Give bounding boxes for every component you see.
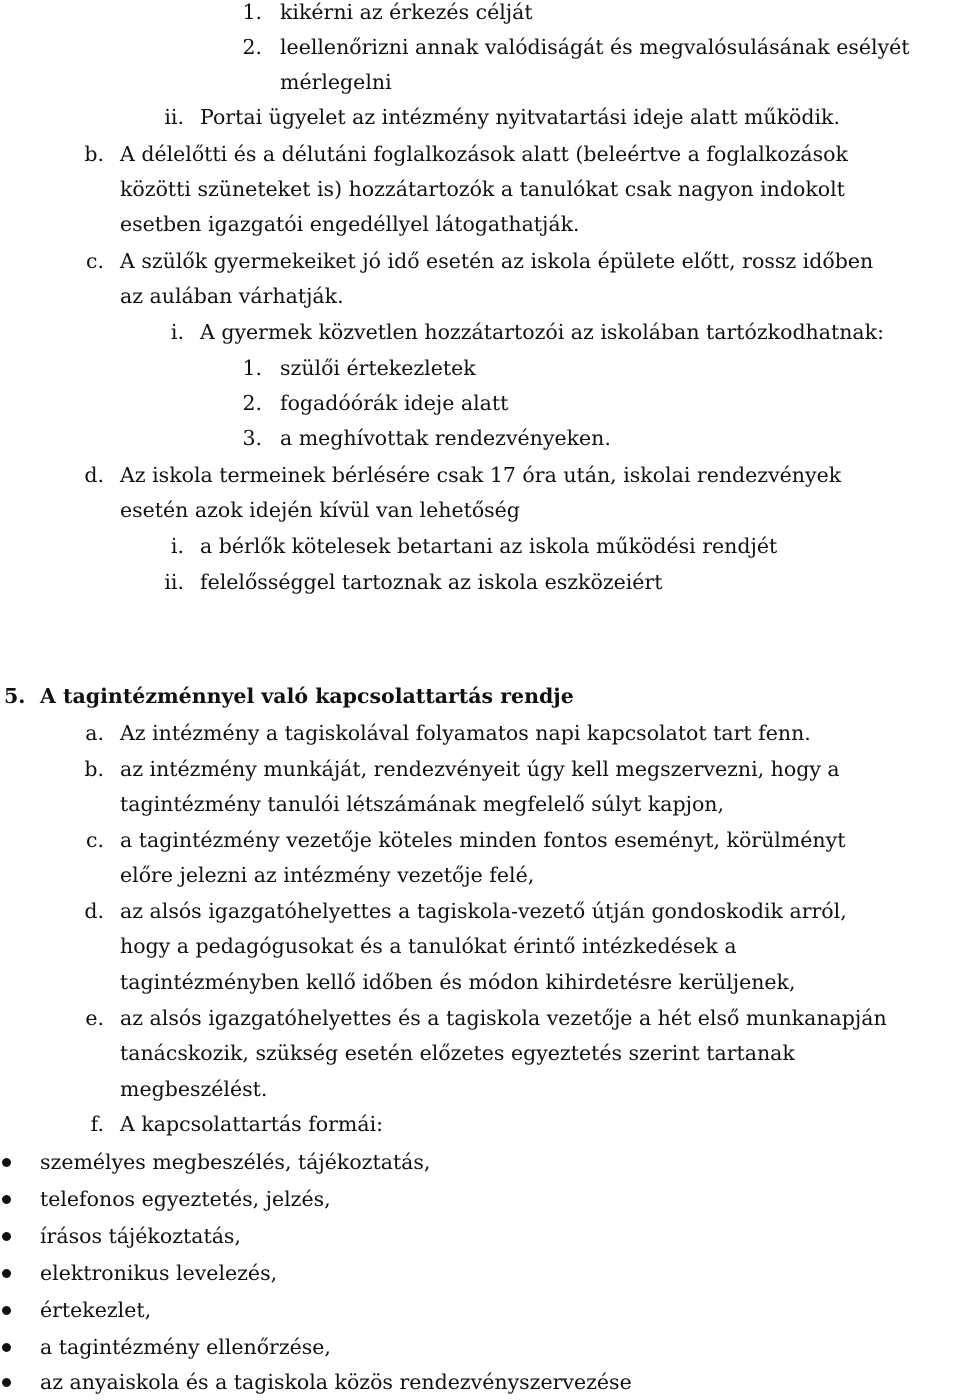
list-marker: c. — [86, 249, 104, 273]
list-item — [0, 822, 960, 858]
list-item — [0, 350, 960, 386]
list-marker: e. — [85, 1006, 104, 1030]
list-item-continuation — [0, 928, 960, 964]
bullet-dot-icon — [2, 1378, 11, 1387]
bullet-text: a tagintézmény ellenőrzése, — [40, 1335, 331, 1359]
bullet-text: telefonos egyeztetés, jelzés, — [40, 1187, 331, 1211]
bullet-item — [0, 1255, 960, 1291]
bullet-dot-icon — [2, 1269, 11, 1278]
list-item-text: leellenőrizni annak valódiságát és megvalósulásának esélyét — [280, 35, 910, 59]
list-item-text: az aulában várhatják. — [120, 284, 344, 308]
list-marker: ii. — [164, 105, 184, 129]
bullet-item — [0, 1144, 960, 1180]
list-marker: ii. — [164, 570, 184, 594]
list-marker: d. — [84, 463, 104, 487]
list-item — [0, 564, 960, 600]
list-item-text: megbeszélést. — [120, 1077, 268, 1101]
list-item-continuation — [0, 964, 960, 1000]
list-item-continuation — [0, 1035, 960, 1071]
list-item — [0, 136, 960, 172]
section-number: 5. — [4, 684, 26, 708]
list-item-text: A délelőtti és a délutáni foglalkozások alatt (beleértve a foglalkozások — [120, 142, 848, 166]
list-item-continuation — [0, 1071, 960, 1107]
bullet-text: értekezlet, — [40, 1298, 152, 1322]
bullet-text: írásos tájékoztatás, — [40, 1224, 241, 1248]
list-marker: d. — [84, 899, 104, 923]
bullet-dot-icon — [2, 1232, 11, 1241]
bullet-dot-icon — [2, 1343, 11, 1352]
list-item — [0, 715, 960, 751]
list-item — [0, 385, 960, 421]
list-item — [0, 99, 960, 135]
bullet-item — [0, 1218, 960, 1254]
list-item-text: kikérni az érkezés célját — [280, 0, 533, 24]
list-item-text: mérlegelni — [280, 70, 392, 94]
list-item-text: az alsós igazgatóhelyettes és a tagiskola vezetője a hét első munkanapján — [120, 1006, 887, 1030]
list-item-text: A gyermek közvetlen hozzátartozói az iskolában tartózkodhatnak: — [200, 320, 884, 344]
list-item-text: tagintézményben kellő időben és módon kihirdetésre kerüljenek, — [120, 970, 796, 994]
list-marker: 1. — [242, 356, 262, 380]
section-title: A tagintézménnyel való kapcsolattartás rendje — [40, 684, 574, 708]
list-item-text: tagintézmény tanulói létszámának megfelelő súlyt kapjon, — [120, 792, 725, 816]
list-marker: 2. — [242, 391, 262, 415]
list-item-text: a meghívottak rendezvényeken. — [280, 426, 611, 450]
list-item-text: a bérlők kötelesek betartani az iskola működési rendjét — [200, 534, 778, 558]
list-item — [0, 893, 960, 929]
list-item-text: tanácskozik, szükség esetén előzetes egyeztetés szerint tartanak — [120, 1041, 795, 1065]
bullet-item — [0, 1329, 960, 1365]
list-item-text: Portai ügyelet az intézmény nyitvatartási ideje alatt működik. — [200, 105, 840, 129]
list-item-text: esetén azok idején kívül van lehetőség — [120, 498, 520, 522]
bullet-text: elektronikus levelezés, — [40, 1261, 278, 1285]
bullet-dot-icon — [2, 1195, 11, 1204]
bullet-item — [0, 1292, 960, 1328]
list-item-text: A szülők gyermekeiket jó idő esetén az iskola épülete előtt, rossz időben — [120, 249, 874, 273]
list-item — [0, 1106, 960, 1142]
list-item-text: a tagintézmény vezetője köteles minden fontos eseményt, körülményt — [120, 828, 846, 852]
list-item — [0, 528, 960, 564]
list-marker: f. — [90, 1112, 104, 1136]
list-item-continuation — [0, 171, 960, 207]
list-item — [0, 314, 960, 350]
list-item-continuation — [0, 492, 960, 528]
list-item-text: A kapcsolattartás formái: — [120, 1112, 384, 1136]
list-marker: 1. — [242, 0, 262, 24]
list-item — [0, 243, 960, 279]
bullet-item — [0, 1181, 960, 1217]
list-item-text: az intézmény munkáját, rendezvényeit úgy kell megszervezni, hogy a — [120, 757, 840, 781]
list-item-text: Az intézmény a tagiskolával folyamatos napi kapcsolatot tart fenn. — [120, 721, 811, 745]
list-item-text: közötti szüneteket is) hozzátartozók a tanulókat csak nagyon indokolt — [120, 177, 845, 201]
list-item — [0, 0, 960, 30]
bullet-dot-icon — [2, 1306, 11, 1315]
list-marker: i. — [170, 320, 184, 344]
list-item-text: fogadóórák ideje alatt — [280, 391, 509, 415]
list-item-text: Az iskola termeinek bérlésére csak 17 óra után, iskolai rendezvények — [120, 463, 842, 487]
list-item-text: felelősséggel tartoznak az iskola eszközeiért — [200, 570, 663, 594]
list-item — [0, 1000, 960, 1036]
list-item-continuation — [0, 278, 960, 314]
list-item — [0, 751, 960, 787]
list-item-text: hogy a pedagógusokat és a tanulókat érintő intézkedések a — [120, 934, 737, 958]
list-marker: 2. — [242, 35, 262, 59]
list-marker: b. — [84, 757, 104, 781]
list-item — [0, 420, 960, 456]
bullet-text: az anyaiskola és a tagiskola közös rendezvényszervezése — [40, 1370, 632, 1394]
list-marker: c. — [86, 828, 104, 852]
list-marker: i. — [170, 534, 184, 558]
list-item-continuation — [0, 786, 960, 822]
list-item-text: esetben igazgatói engedéllyel látogathatják. — [120, 212, 580, 236]
list-item-continuation — [0, 857, 960, 893]
list-item — [0, 29, 960, 65]
bullet-text: személyes megbeszélés, tájékoztatás, — [40, 1150, 431, 1174]
list-item-text: előre jelezni az intézmény vezetője felé, — [120, 863, 535, 887]
list-marker: 3. — [242, 426, 262, 450]
list-item-continuation — [0, 64, 960, 100]
section-heading — [0, 678, 960, 714]
list-marker: a. — [85, 721, 104, 745]
list-item — [0, 457, 960, 493]
list-item-continuation — [0, 206, 960, 242]
list-item-text: az alsós igazgatóhelyettes a tagiskola-vezető útján gondoskodik arról, — [120, 899, 847, 923]
list-item-text: szülői értekezletek — [280, 356, 476, 380]
bullet-dot-icon — [2, 1158, 11, 1167]
bullet-item — [0, 1364, 960, 1400]
list-marker: b. — [84, 142, 104, 166]
